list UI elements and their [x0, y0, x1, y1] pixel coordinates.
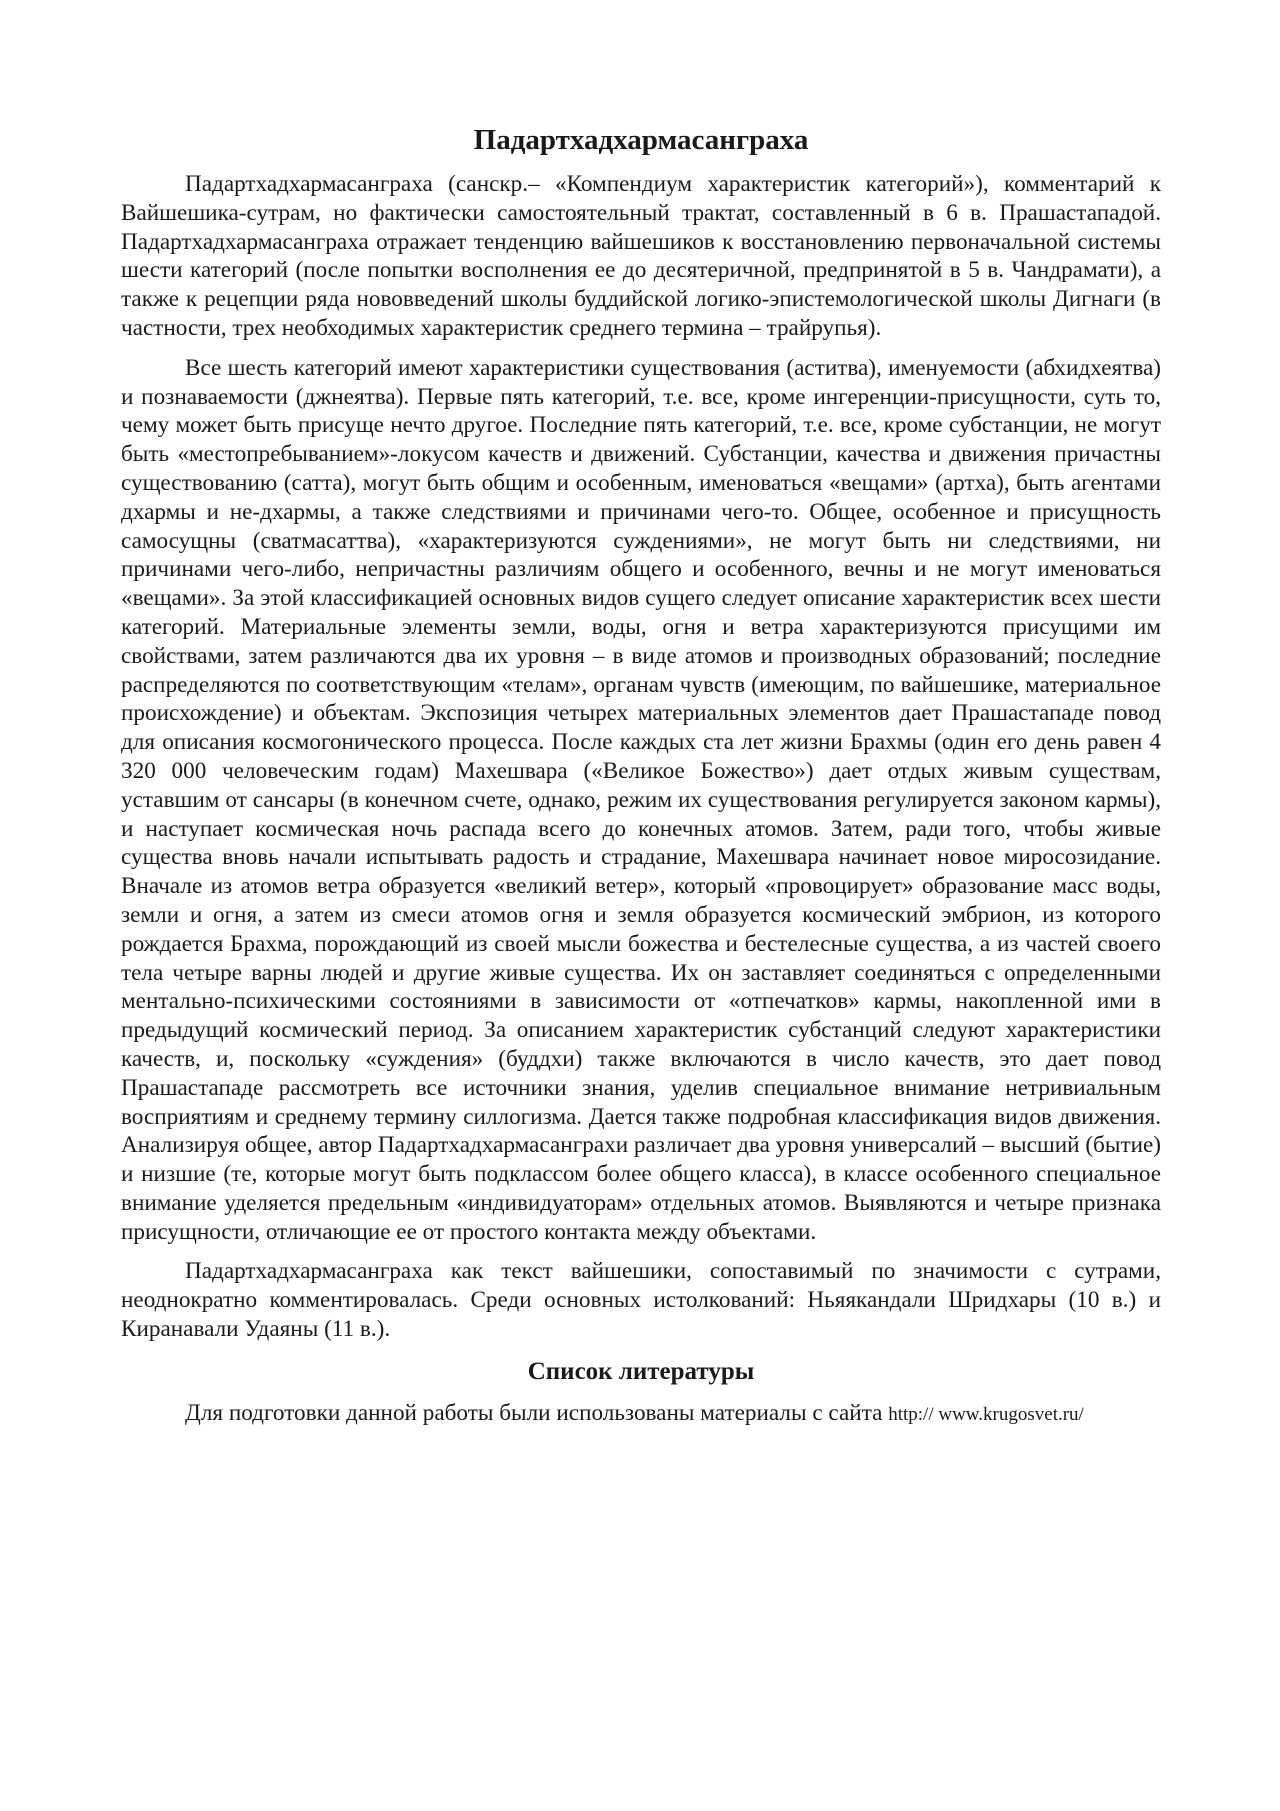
references-text: Для подготовки данной работы были использованы материалы с сайта [185, 1399, 883, 1426]
paragraph-commentaries: Падартхадхармасанграха как текст вайшешики, сопоставимый по значимости с сутрами, неоднократно комментировалась. Среди основных истолкований: Ньяякандали Шридхары (10 в.) и Киранавали Удаяны (11 в.). [121, 1258, 1161, 1343]
paragraph-intro: Падартхадхармасанграха (санскр.– «Компендиум характеристик категорий»), комментарий к Вайшешика-сутрам, но фактически самостоятельный трактат, составленный в 6 в. Прашастападой. Падартхадхармасанграха отражает тенденцию вайшешиков к восстановлению первоначальной системы шести категорий (после попытки восполнения ее до десятеричной, предпринятой в 5 в. Чандрамати), а также к рецепции ряда нововведений школы буддийской логико-эпистемологической школы Дигнаги (в частности, трех необходимых характеристик среднего термина – трайрупья). [121, 171, 1161, 341]
page-title: Падартхадхармасанграха [473, 124, 809, 156]
document-content [121, 120, 1161, 1430]
references-paragraph [121, 1399, 1161, 1430]
source-link[interactable]: http:// www.krugosvet.ru/ [888, 1403, 1084, 1425]
paragraph-categories: Все шесть категорий имеют характеристики существования (аститва), именуемости (абхидхеятва) и познаваемости (джнеятва). Первые пять категорий, т.е. все, кроме ингеренции-присущности, суть то, чему может быть присуще нечто другое. Последние пять категорий, т.е. все, кроме субстанции, не могут быть «местопребыванием»-локусом качеств и движений. Субстанции, качества и движения причастны существованию (сатта), могут быть общим и особенным, именоваться «вещами» (артха), быть агентами дхармы и не-дхармы, а также следствиями и причинами чего-то. Общее, особенное и присущность самосущны (сватмасаттва), «характеризуются суждениями», не могут быть ни следствиями, ни причинами чего-либо, непричастны различиям общего и особенного, вечны и не могут именоваться «вещами». За этой классификацией основных видов сущего следует описание характеристик всех шести категорий. Материальные элементы земли, воды, огня и ветра характеризуются присущими им свойствами, затем различаются два их уровня – в виде атомов и производных образований; последние распределяются по соответствующим «телам», органам чувств (имеющим, по вайшешике, материальное происхождение) и объектам. Экспозиция четырех материальных элементов дает Прашастападе повод для описания космогонического процесса. После каждых ста лет жизни Брахмы (один его день равен 4 320 000 человеческим годам) Махешвара («Великое Божество») дает отдых живым существам, уставшим от сансары (в конечном счете, однако, режим их существования регулируется законом кармы), и наступает космическая ночь распада всего до конечных атомов. Затем, ради того, чтобы живые существа вновь начали испытывать радость и страдание, Махешвара начинает новое миросозидание. Вначале из атомов ветра образуется «великий ветер», который «провоцирует» образование масс воды, земли и огня, а затем из смеси атомов огня и земля образуется космический эмбрион, из которого рождается Брахма, порождающий из своей мысли божества и бестелесные существа, а из частей своего тела четыре варны людей и другие живые существа. Их он заставляет соединяться с определенными ментально-психическими состояниями в зависимости от «отпечатков» кармы, накопленной ими в предыдущий космический период. За описанием характеристик субстанций следуют характеристики качеств, и, поскольку «суждения» (буддхи) также включаются в число качеств, это дает повод Прашастападе рассмотреть все источники знания, уделив специальное внимание нетривиальным восприятиям и среднему термину силлогизма. Дается также подробная классификация видов движения. Анализируя общее, автор Падартхадхармасанграхи различает два уровня универсалий – высший (бытие) и низшие (те, которые могут быть подклассом более общего класса), в классе особенного специальное внимание уделяется предельным «индивидуаторам» отдельных атомов. Выявляются и четыре признака присущности, отличающие ее от простого контакта между объектами. [121, 354, 1161, 1245]
references-title: Список литературы [527, 1357, 755, 1385]
